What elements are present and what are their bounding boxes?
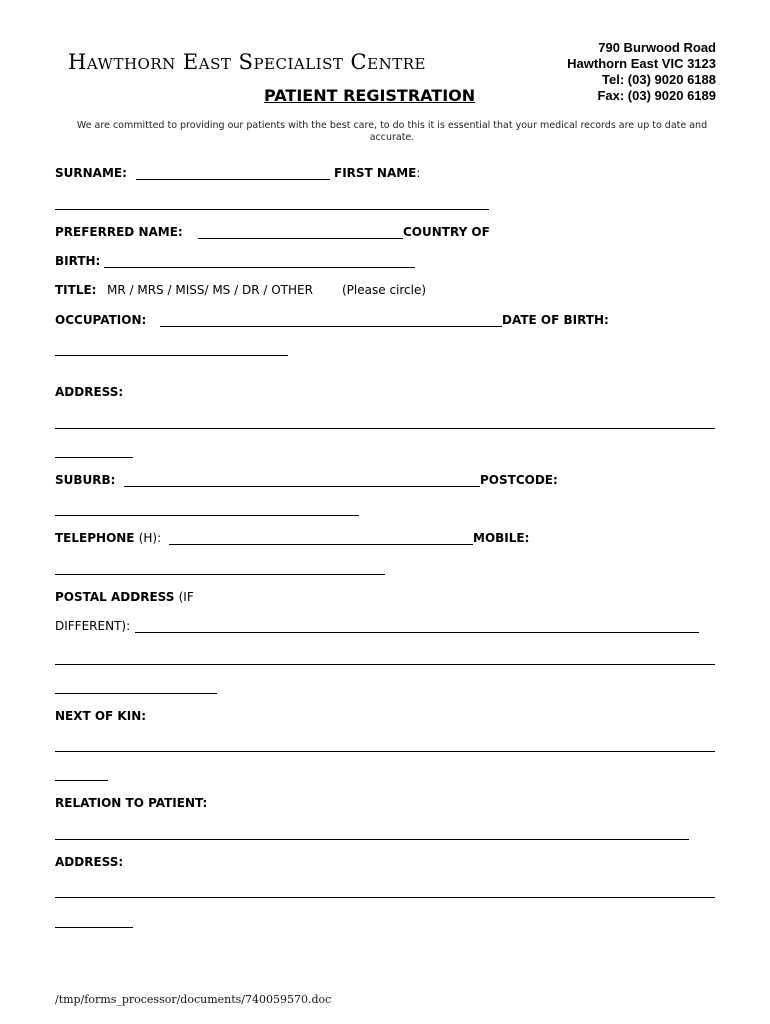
title-options[interactable]: MR / MRS / MISS/ MS / DR / OTHER bbox=[107, 283, 313, 297]
centre-address-block bbox=[567, 40, 716, 104]
surname-label: SURNAME: bbox=[55, 166, 127, 180]
address-field-line-1[interactable] bbox=[55, 428, 715, 429]
kin-address-label: ADDRESS: bbox=[55, 855, 124, 869]
telephone-label: TELEPHONE (H): bbox=[55, 531, 162, 545]
suburb-label: SUBURB: bbox=[55, 473, 116, 487]
next-of-kin-field-line-2[interactable] bbox=[55, 780, 108, 781]
country-of-birth-label: COUNTRY OF bbox=[403, 225, 490, 239]
postcode-label: POSTCODE: bbox=[480, 473, 558, 487]
relation-label: RELATION TO PATIENT: bbox=[55, 796, 208, 810]
first-name-label: FIRST NAME: bbox=[334, 166, 421, 180]
postal-address-field-line-2[interactable] bbox=[55, 664, 715, 665]
centre-name: Hawthorn East Specialist Centre bbox=[68, 50, 426, 74]
document-path: /tmp/forms_processor/documents/740059570.doc bbox=[55, 993, 332, 1006]
country-of-birth-field[interactable] bbox=[104, 267, 415, 268]
relation-field[interactable] bbox=[55, 839, 689, 840]
next-of-kin-label: NEXT OF KIN: bbox=[55, 709, 147, 723]
preferred-name-label: PREFERRED NAME: bbox=[55, 225, 183, 239]
postal-address-field-line-1[interactable] bbox=[135, 632, 699, 633]
form-title: PATIENT REGISTRATION bbox=[264, 86, 476, 105]
mobile-label: MOBILE: bbox=[473, 531, 530, 545]
address-line-2: Hawthorn East VIC 3123 bbox=[567, 56, 716, 71]
intro-text: We are committed to providing our patients with the best care, to do this it is essential that your medical records are up to date and accurate. bbox=[76, 120, 708, 143]
suburb-field[interactable] bbox=[124, 486, 480, 487]
address-line-1: 790 Burwood Road bbox=[598, 40, 716, 55]
postal-address-field-line-3[interactable] bbox=[55, 693, 217, 694]
first-name-field[interactable] bbox=[55, 209, 489, 210]
telephone-number: Tel: (03) 9020 6188 bbox=[602, 72, 716, 87]
preferred-name-field[interactable] bbox=[198, 238, 403, 239]
next-of-kin-field-line-1[interactable] bbox=[55, 751, 715, 752]
fax-number: Fax: (03) 9020 6189 bbox=[597, 88, 716, 103]
title-label: TITLE: bbox=[55, 283, 97, 297]
address-field-line-2[interactable] bbox=[55, 457, 133, 458]
mobile-field[interactable] bbox=[55, 574, 385, 575]
title-hint: (Please circle) bbox=[342, 283, 427, 297]
occupation-field[interactable] bbox=[160, 326, 502, 327]
telephone-field[interactable] bbox=[169, 544, 473, 545]
date-of-birth-label: DATE OF BIRTH: bbox=[502, 313, 609, 327]
birth-label: BIRTH: bbox=[55, 254, 101, 268]
surname-field[interactable] bbox=[136, 179, 330, 180]
date-of-birth-field[interactable] bbox=[55, 355, 288, 356]
address-label: ADDRESS: bbox=[55, 385, 124, 399]
postal-address-label: POSTAL ADDRESS (IF bbox=[55, 590, 194, 604]
kin-address-field-line-1[interactable] bbox=[55, 897, 715, 898]
postcode-field[interactable] bbox=[55, 515, 359, 516]
postal-different-label: DIFFERENT): bbox=[55, 619, 131, 633]
occupation-label: OCCUPATION: bbox=[55, 313, 147, 327]
kin-address-field-line-2[interactable] bbox=[55, 927, 133, 928]
